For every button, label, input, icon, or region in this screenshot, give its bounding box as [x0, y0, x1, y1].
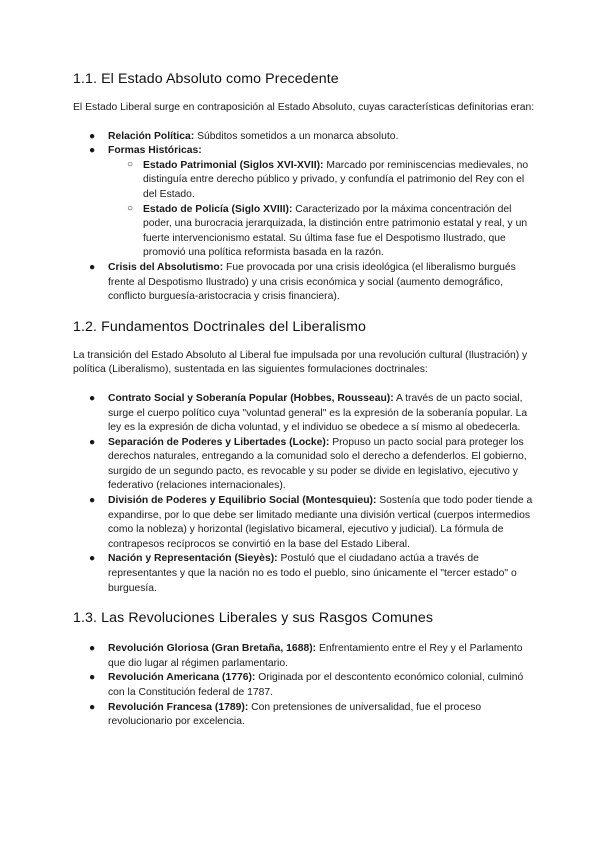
list-item: ● Revolución Francesa (1789): Con pretensiones de universalidad, fue el proceso revolucionario por excelencia. [89, 701, 482, 728]
list-item: ● Revolución Gloriosa (Gran Bretaña, 1688): Enfrentamiento entre el Rey y el Parlamento que dio lugar al régimen parlamentario. [89, 643, 523, 669]
hollow-bullet-icon: ○ [127, 158, 134, 170]
list-item: ● Nación y Representación (Sieyès): Postuló que el ciudadano actúa a través de representantes y que la nación no es todo el pueblo, sino únicamente el "tercer estado" o burguesía. [89, 553, 517, 594]
bullet-icon: ● [89, 672, 96, 684]
list-item: ● Crisis del Absolutismo: Fue provocada por una crisis ideológica (el liberalismo burgués frente al Despotismo Ilustrado) y una crisis económica y social (aumento demográfico, conflicto burguesía-aristocracia y crisis financiera). [89, 261, 516, 303]
bullet-icon: ● [89, 643, 96, 655]
section-heading: 1.2. Fundamentos Doctrinales del Liberalismo [73, 318, 367, 335]
list-item: ○ Estado de Policía (Siglo XVIII): Caracterizado por la máxima concentración del poder, una burocracia jerarquizada, la distinción entre patrimonio estatal y real, y un fuerte intervencionismo estatal. Su última fase fue el Despotismo Ilustrado, que promovió una política reformista basada en la razón. [127, 202, 528, 259]
bullet-icon: ● [89, 145, 96, 157]
hollow-bullet-icon: ○ [127, 202, 134, 214]
section-intro: La transición del Estado Absoluto al Liberal fue impulsada por una revolución cultural (Ilustración) y política (Liberalismo), sustentada en las siguientes formulaciones doctrinales: [73, 349, 528, 376]
list-item: ● Contrato Social y Soberanía Popular (Hobbes, Rousseau): A través de un pacto social, surge el cuerpo político cuya "voluntad general" es la expresión de la soberanía popular. La ley es la expresión de dicha voluntad, y el individuo se obedece a sí mismo al obedecerla. [89, 392, 528, 434]
document-page [73, 70, 535, 730]
section-heading: 1.3. Las Revoluciones Liberales y sus Rasgos Comunes [73, 610, 434, 627]
section-intro: El Estado Liberal surge en contraposición al Estado Absoluto, cuyas características definitorias eran: [73, 102, 535, 113]
section-heading: 1.1. El Estado Absoluto como Precedente [73, 71, 339, 87]
list-item: ● División de Poderes y Equilibrio Social (Montesquieu): Sostenía que todo poder tiende a expandirse, por lo que debe ser limitado mediante una división vertical (cuerpos intermedios como la nobleza) y horizontal (legislativo bicameral, ejecutivo y judicial). La fórmula de contrapesos recíprocos se convirtió en la base del Estado Liberal. [89, 495, 533, 550]
bullet-icon: ● [89, 436, 96, 448]
nested-list [108, 159, 535, 261]
list-item: ● Revolución Americana (1776): Originada por el descontento económico colonial, culminó con la Constitución federal de 1787. [89, 672, 524, 698]
list-item: ● Separación de Poderes y Libertades (Locke): Propuso un pacto social para proteger los derechos naturales, entregando a la comunidad solo el derecho a defenderlos. El gobierno, surgido de un segundo pacto, es revocable y su poder se divide en legislativo, ejecutivo y federativo (relaciones internacionales). [89, 436, 527, 492]
bullet-icon: ● [89, 130, 96, 142]
list-item: ● Formas Históricas: ○ Estado Patrimonial (Siglos XVI-XVII): Marcado por reminiscencias medievales, no distinguía entre derecho público y privado, y confundía el patrimonio del Rey con el del Estado. ○ Estado de Policía (Siglo XVIII): Caracterizado por la máxima concentración del poder, una burocracia jerarquizada, la distinción entre patrimonio estatal y real, y un fuerte intervencionismo estatal. Su última fase fue el Despotismo Ilustrado, que promovió una política reformista basada en la razón. [73, 144, 535, 261]
bullet-icon: ● [89, 495, 96, 507]
bullet-icon: ● [89, 701, 96, 713]
bullet-icon: ● [89, 261, 96, 273]
bullet-list [73, 130, 535, 305]
bullet-list [73, 642, 535, 730]
bullet-icon: ● [89, 553, 96, 565]
bullet-icon: ● [89, 392, 96, 404]
list-item: ● Relación Política: Súbditos sometidos a un monarca absoluto. [73, 130, 535, 145]
bullet-list [73, 392, 535, 596]
list-item: ○ Estado Patrimonial (Siglos XVI-XVII): Marcado por reminiscencias medievales, no distinguía entre derecho público y privado, y confundía el patrimonio del Rey con el del Estado. [127, 158, 529, 200]
